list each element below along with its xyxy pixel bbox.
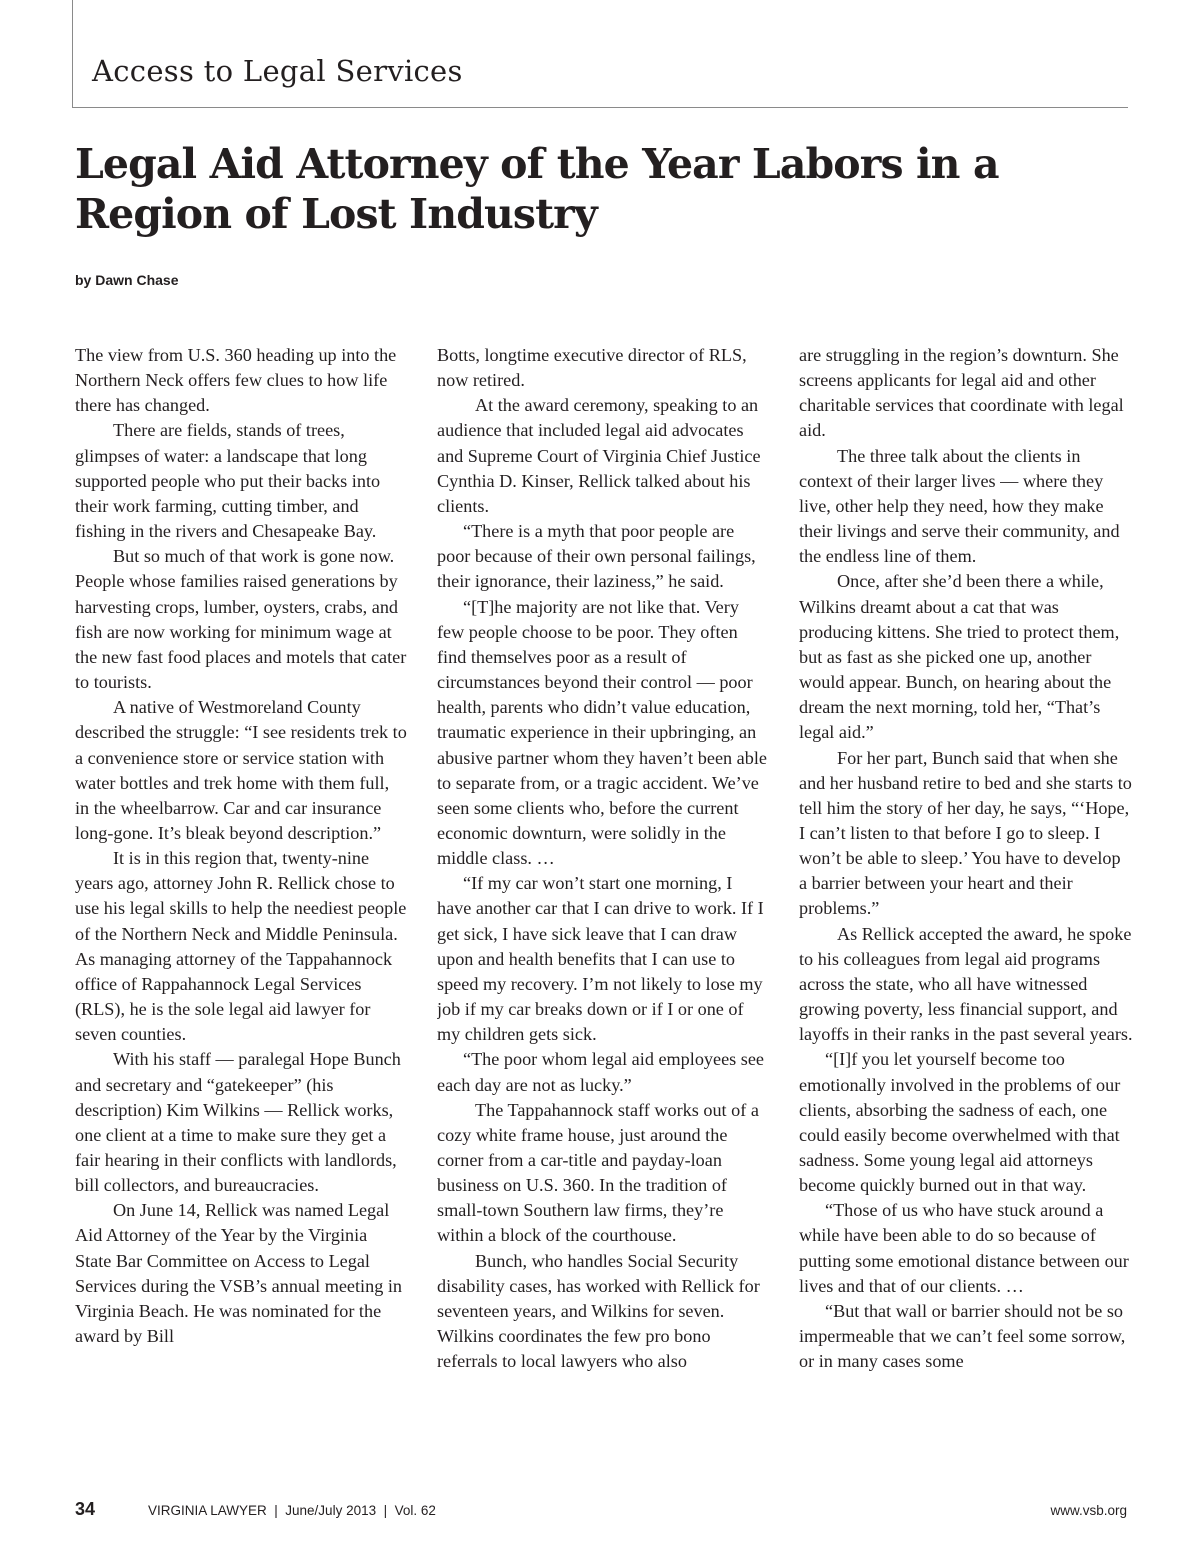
- page-number: 34: [75, 1499, 96, 1519]
- paragraph: Once, after she’d been there a while, Wilkins dreamt about a cat that was producing kittens. She tried to protect them, but as fast as she picked one up, another would appear. Bunch, on hearing about the dream the next morning, told her, “That’s legal aid.”: [799, 571, 1120, 743]
- paragraph: It is in this region that, twenty-nine years ago, attorney John R. Rellick chose to use his legal skills to help the neediest people of the Northern Neck and Middle Peninsula. As managing attorney of the Tappahannock office of Rappahannock Legal Services (RLS), he is the sole legal aid lawyer for seven counties.: [75, 848, 407, 1045]
- paragraph: But so much of that work is gone now. People whose families raised generations by harvesting crops, lumber, oysters, crabs, and fish are now working for minimum wage at the new fast food places and motels that cater to tourists.: [75, 546, 407, 693]
- paragraph: The Tappahannock staff works out of a cozy white frame house, just around the corner from a car-title and payday-loan business on U.S. 360. In the tradition of small-town Southern law firms, they’re within a block of the courthouse.: [437, 1099, 759, 1246]
- paragraph: “But that wall or barrier should not be so impermeable that we can’t feel some sorrow, or in many cases some: [799, 1300, 1126, 1372]
- paragraph: “[I]f you let yourself become too emotionally involved in the problems of our clients, absorbing the sadness of each, one could easily become overwhelmed with that sadness. Some young legal aid attorneys become quickly burned out in that way.: [799, 1049, 1121, 1196]
- paragraph: “There is a myth that poor people are poor because of their own personal failings, their ignorance, their laziness,” he said.: [437, 521, 756, 592]
- paragraph: “If my car won’t start one morning, I have another car that I can drive to work. If I get sick, I have sick leave that I can draw upon and health benefits that I can use to speed my recovery. I’m not likely to lose my job if my car breaks down or if I or one of my children gets sick.: [437, 873, 764, 1045]
- article-column-2: [437, 343, 769, 1461]
- publication-info: VIRGINIA LAWYER | June/July 2013 | Vol. 62: [148, 1503, 436, 1518]
- paragraph: There are fields, stands of trees, glimpses of water: a landscape that long supported people who put their backs into their work farming, cutting timber, and fishing in the rivers and Chesapeake Bay.: [75, 420, 381, 542]
- section-divider-horizontal: [72, 107, 1128, 108]
- paragraph: As Rellick accepted the award, he spoke to his colleagues from legal aid programs across the state, who all have witnessed growing poverty, less financial support, and layoffs in their ranks in the past several years.: [799, 923, 1133, 1045]
- paragraph: Botts, longtime executive director of RLS, now retired.: [437, 345, 747, 391]
- paragraph: Bunch, who handles Social Security disability cases, has worked with Rellick for seventeen years, and Wilkins for seven. Wilkins coordinates the few pro bono referrals to local lawyers who also: [437, 1250, 760, 1372]
- article-column-3: [799, 343, 1133, 1461]
- paragraph: “[T]he majority are not like that. Very few people choose to be poor. They often find themselves poor as a result of circumstances beyond their control — poor health, parents who didn’t value education, traumatic experience in their upbringing, an abusive partner whom they haven’t been able to separate from, or a tragic accident. We’ve seen some clients who, before the current economic downturn, were solidly in the middle class. …: [437, 596, 767, 869]
- paragraph: “The poor whom legal aid employees see each day are not as lucky.”: [437, 1049, 764, 1095]
- paragraph: are struggling in the region’s downturn. She screens applicants for legal aid and other charitable services that coordinate with legal aid.: [799, 345, 1124, 441]
- section-title: Access to Legal Services: [92, 54, 463, 88]
- paragraph: At the award ceremony, speaking to an audience that included legal aid advocates and Supreme Court of Virginia Chief Justice Cynthia D. Kinser, Rellick talked about his clients.: [437, 395, 761, 516]
- paragraph: For her part, Bunch said that when she and her husband retire to bed and she starts to tell him the story of her day, he says, “‘Hope, I can’t listen to that before I go to sleep. I won’t be able to sleep.’ You have to develop a barrier between your heart and their problems.”: [799, 747, 1132, 919]
- article-byline: by Dawn Chase: [75, 272, 179, 288]
- paragraph: The view from U.S. 360 heading up into the Northern Neck offers few clues to how life there has changed.: [75, 345, 397, 416]
- paragraph: On June 14, Rellick was named Legal Aid Attorney of the Year by the Virginia State Bar Committee on Access to Legal Services during the VSB’s annual meeting in Virginia Beach. He was nominated for the award by Bill: [75, 1200, 402, 1347]
- paragraph: A native of Westmoreland County described the struggle: “I see residents trek to a convenience store or service station with water bottles and trek home with them full, in the wheelbarrow. Car and car insurance long-gone. It’s bleak beyond description.”: [75, 697, 407, 843]
- article-headline: Legal Aid Attorney of the Year Labors in a Region of Lost Industry: [75, 140, 999, 238]
- paragraph: With his staff — paralegal Hope Bunch and secretary and “gatekeeper” (his description) Kim Wilkins — Rellick works, one client at a time to make sure they get a fair hearing in their conflicts with landlords, bill collectors, and bureaucracies.: [75, 1049, 401, 1196]
- section-divider-vertical: [72, 0, 73, 108]
- website-link[interactable]: www.vsb.org: [1050, 1503, 1127, 1518]
- paragraph: The three talk about the clients in context of their larger lives — where they live, other help they need, how they make their livings and serve their community, and the endless line of them.: [799, 445, 1120, 567]
- paragraph: “Those of us who have stuck around a while have been able to do so because of putting some emotional distance between our lives and that of our clients. …: [799, 1200, 1129, 1296]
- article-column-1: [75, 343, 407, 1461]
